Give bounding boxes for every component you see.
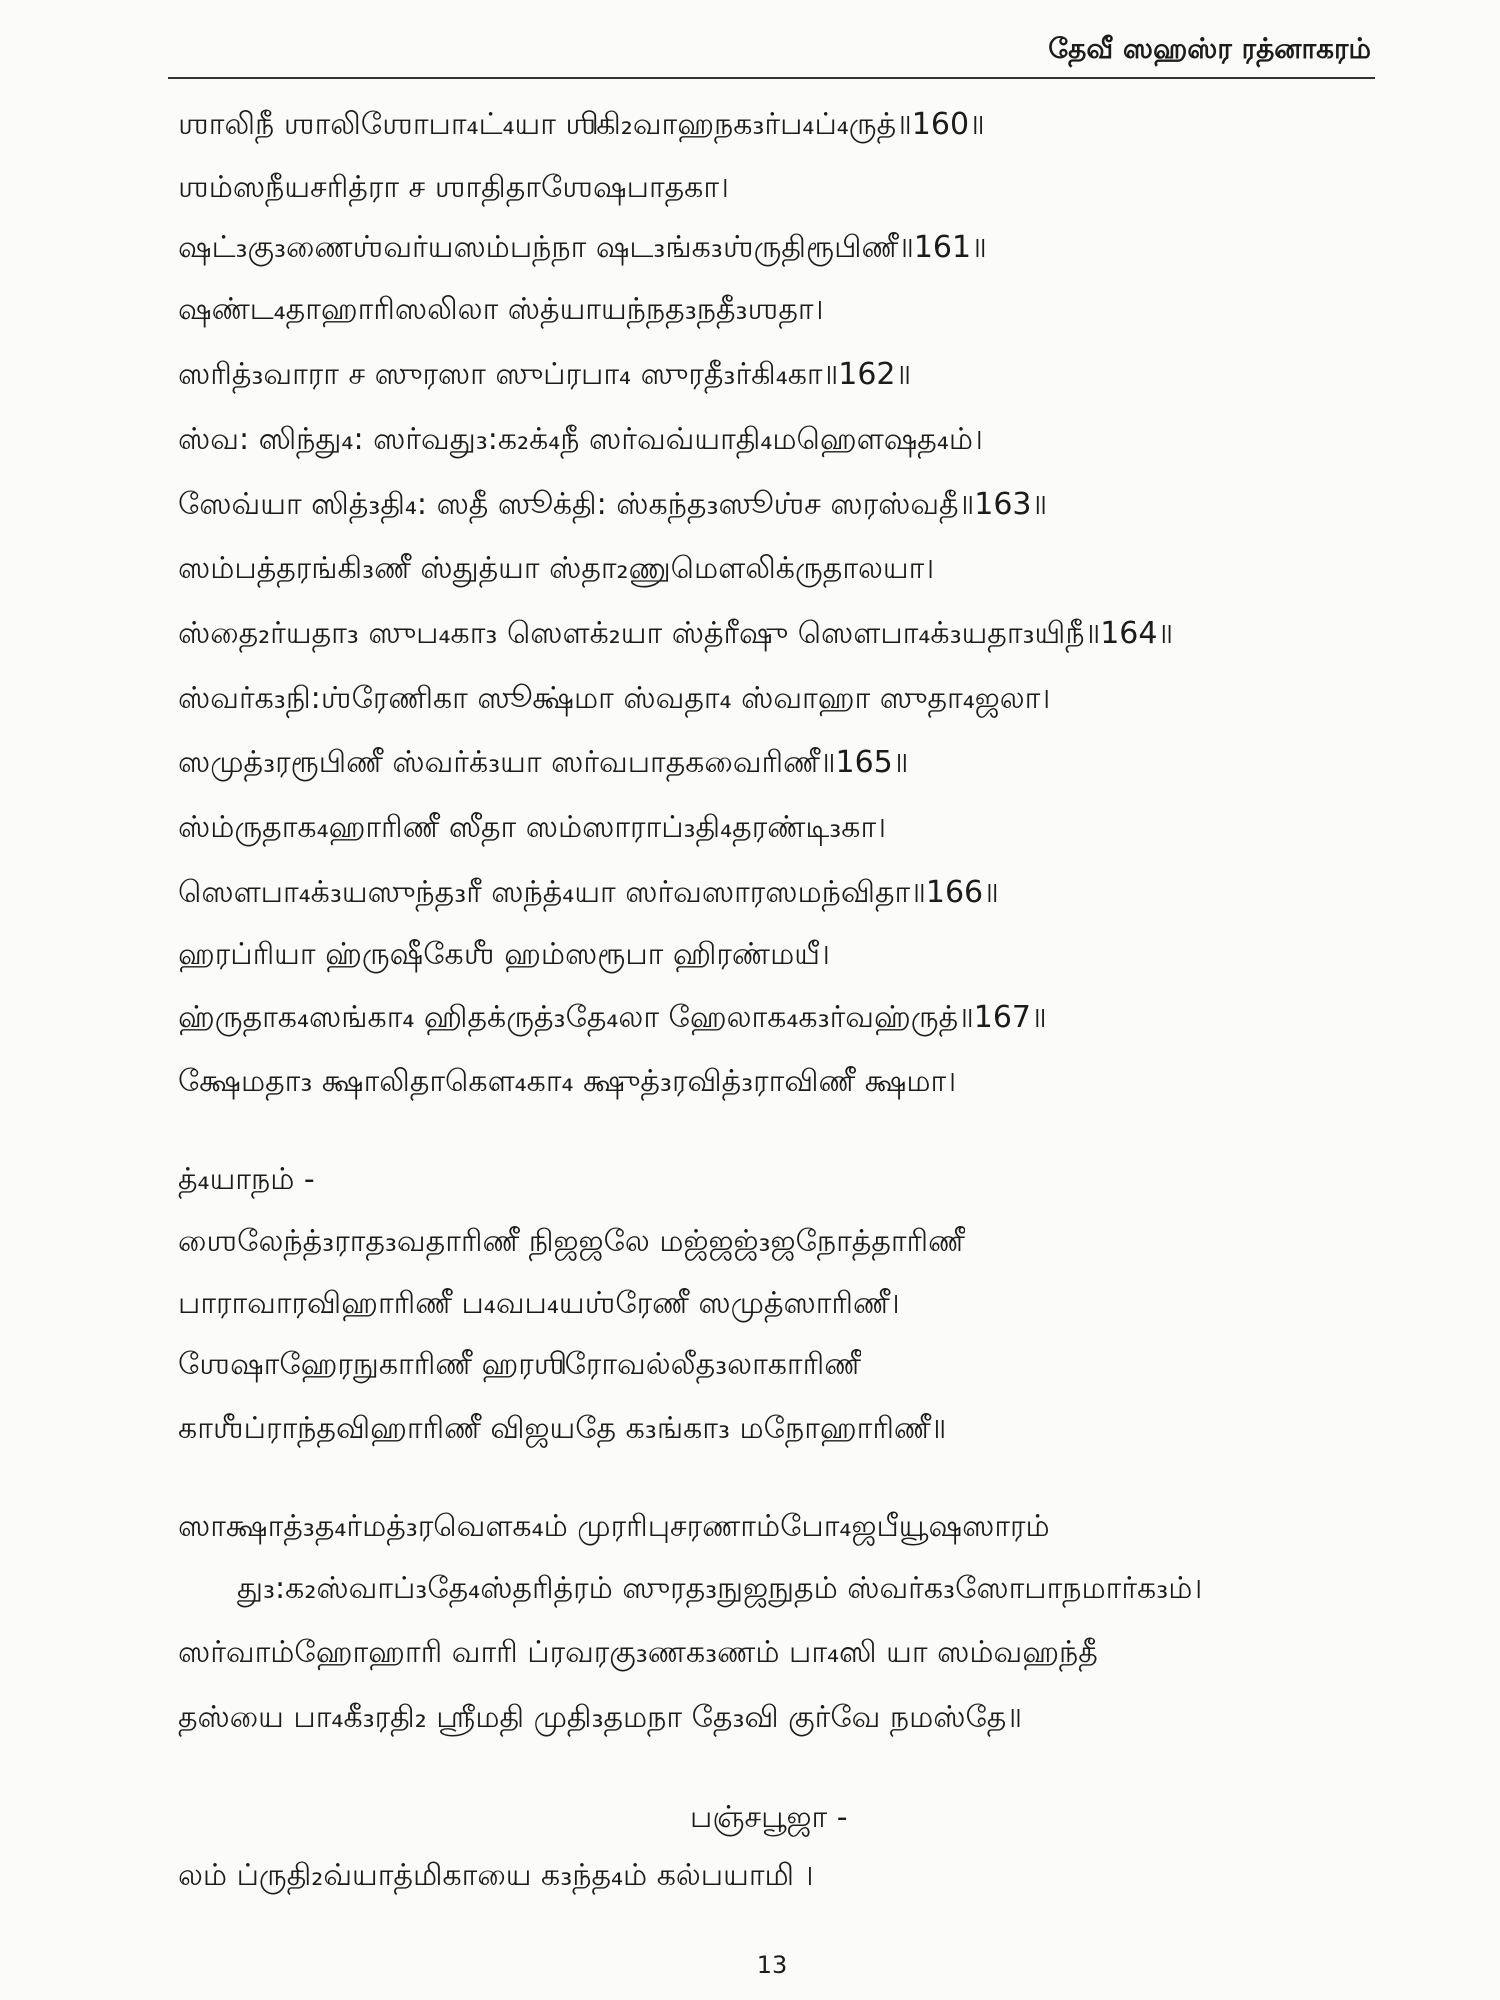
verse-line: ஸ்வ: ஸிந்து₄: ஸர்வது₃:க₂க்₄நீ ஸர்வவ்யாதி₄மஹௌஷத₄ம்। <box>178 422 983 457</box>
stotra-line: து₃:க₂ஸ்வாப்₃தே₄ஸ்தரித்ரம் ஸுரத₃நுஜநுதம் ஸ்வர்க₃ஸோபாநமார்க₃ம்। <box>237 1571 1203 1606</box>
dhyanam-line: காஶீப்ராந்தவிஹாரிணீ விஜயதே க₃ங்கா₃ மநோஹாரிணீ॥ <box>178 1411 947 1446</box>
dhyanam-heading: த்₄யாநம் - <box>178 1162 315 1197</box>
panchapuja-line: லம் ப்ருதி₂வ்யாத்மிகாயை க₃ந்த₄ம் கல்பயாமி । <box>178 1858 814 1893</box>
verse-line: ஸ்தை₂ர்யதா₃ ஸுப₄கா₃ ஸௌக்₂யா ஸ்த்ரீஷு ஸௌபா₄க்₃யதா₃யிநீ॥164॥ <box>178 616 1174 651</box>
dhyanam-line: பாராவாரவிஹாரிணீ ப₄வப₄யஶ்ரேணீ ஸமுத்ஸாரிணீ। <box>178 1286 900 1321</box>
page-number: 13 <box>756 1951 788 1979</box>
verse-line: ஸௌபா₄க்₃யஸுந்த₃ரீ ஸந்த்₄யா ஸர்வஸாரஸமந்விதா॥166॥ <box>178 875 999 910</box>
verse-line: ஸ்ம்ருதாக₄ஹாரிணீ ஸீதா ஸம்ஸாராப்₃தி₄தரண்டி₃கா। <box>178 810 887 845</box>
stotra-line: ஸர்வாம்ஹோஹாரி வாரி ப்ரவரகு₃ணக₃ணம் பா₄ஸி யா ஸம்வஹந்தீ <box>178 1635 1098 1670</box>
stotra-line: தஸ்யை பா₄கீ₃ரதி₂ ஶ்ரீமதி முதி₃தமநா தே₃வி குர்வே நமஸ்தே॥ <box>178 1700 1022 1735</box>
verse-line: க்ஷேமதா₃ க்ஷாலிதாகௌ₄கா₄ க்ஷுத்₃ரவித்₃ராவிணீ க்ஷமா। <box>178 1064 957 1099</box>
verse-line: ஹரப்ரியா ஹ்ருஷீகேஶீ ஹம்ஸரூபா ஹிரண்மயீ। <box>178 937 830 972</box>
verse-line: ஸேவ்யா ஸித்₃தி₄: ஸதீ ஸூக்தி: ஸ்கந்த₃ஸூஶ்ச ஸரஸ்வதீ॥163॥ <box>178 487 1048 522</box>
verse-line: ஷண்ட₄தாஹாரிஸலிலா ஸ்த்யாயந்நத₃நதீ₃ஶதா। <box>178 292 824 327</box>
running-header-title: தேவீ ஸஹஸ்ர ரத்னாகரம் <box>1048 32 1371 65</box>
verse-line: ஷட்₃கு₃ணைஶ்வர்யஸம்பந்நா ஷட₃ங்க₃ஶ்ருதிரூபிணீ॥161॥ <box>178 230 987 265</box>
stotra-line: ஸாக்ஷாத்₃த₄ர்மத்₃ரவௌக₄ம் முரரிபுசரணாம்போ₄ஜபீயூஷஸாரம் <box>178 1509 1050 1544</box>
verse-line: ஸ்வர்க₃நி:ஶ்ரேணிகா ஸூக்ஷ்மா ஸ்வதா₄ ஸ்வாஹா ஸுதா₄ஜலா। <box>178 681 1051 716</box>
verse-line: ஹ்ருதாக₄ஸங்கா₄ ஹிதக்ருத்₃தே₄லா ஹேலாக₄க₃ர்வஹ்ருத்॥167॥ <box>178 1000 1047 1035</box>
header-divider <box>168 77 1375 79</box>
verse-line: ஸரித்₃வாரா ச ஸுரஸா ஸுப்ரபா₄ ஸுரதீ₃ர்கி₄கா॥162॥ <box>178 357 912 392</box>
verse-line: ஶாலிநீ ஶாலிஶோபா₄ட்₄யா ஶிகி₂வாஹநக₃ர்ப₄ப்₄ருத்॥160॥ <box>178 107 985 142</box>
verse-line: ஶம்ஸநீயசரித்ரா ச ஶாதிதாஶேஷபாதகா। <box>178 170 729 205</box>
dhyanam-line: ஶைலேந்த்₃ராத₃வதாரிணீ நிஜஜலே மஜ்ஜஜ்₃ஜநோத்தாரிணீ <box>178 1224 965 1259</box>
verse-line: ஸம்பத்தரங்கி₃ணீ ஸ்துத்யா ஸ்தா₂ணுமௌலிக்ருதாலயா। <box>178 551 935 586</box>
panchapuja-heading: பஞ்சபூஜா - <box>690 1800 848 1835</box>
verse-line: ஸமுத்₃ரரூபிணீ ஸ்வர்க்₃யா ஸர்வபாதகவைரிணீ॥165॥ <box>178 745 909 780</box>
dhyanam-line: ஶேஷாஹேரநுகாரிணீ ஹரஶிரோவல்லீத₃லாகாரிணீ <box>178 1347 861 1382</box>
